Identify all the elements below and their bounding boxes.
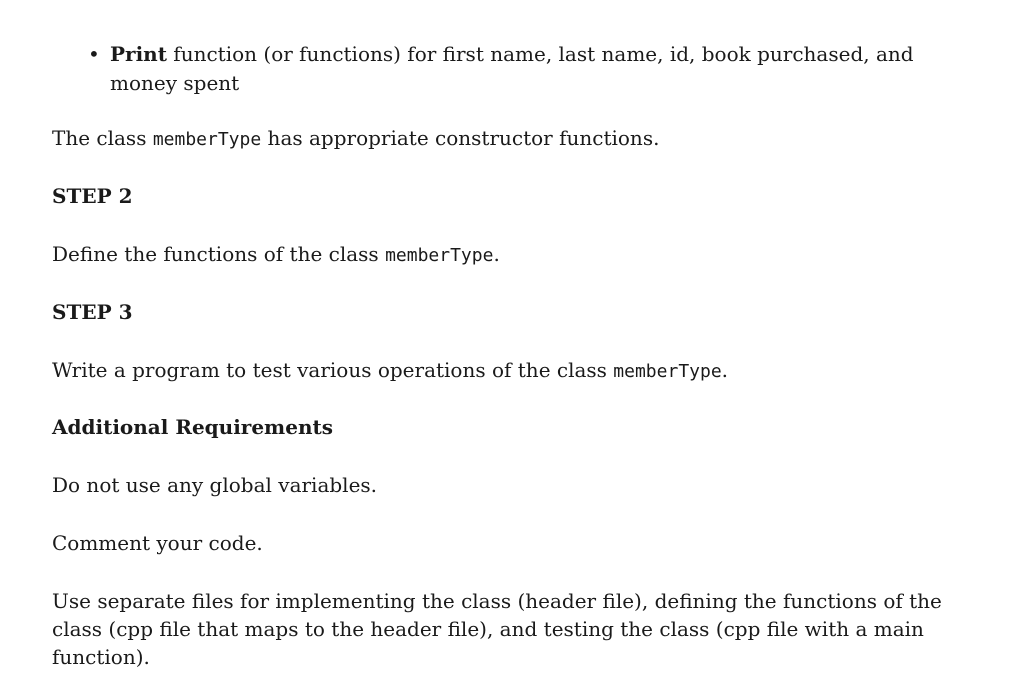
constructor-text-after: has appropriate constructor functions. bbox=[261, 126, 660, 150]
constructor-code: memberType bbox=[152, 129, 262, 150]
requirement-global-vars: Do not use any global variables. bbox=[52, 473, 378, 497]
constructor-paragraph bbox=[52, 124, 952, 154]
step3-paragraph bbox=[52, 356, 952, 386]
bullet-bold-term: Print bbox=[110, 42, 167, 66]
bullet-list-item bbox=[88, 40, 970, 98]
step2-paragraph bbox=[52, 240, 952, 270]
step3-text-after: . bbox=[721, 358, 729, 382]
step3-code: memberType bbox=[613, 361, 722, 382]
step2-heading: STEP 2 bbox=[52, 184, 133, 208]
requirement-separate-files: Use separate files for implementing the class (header file), defining the functions of the class (cpp file that maps to the header file), and testing the class (cpp file with a main function). bbox=[52, 589, 942, 669]
bullet-icon: • bbox=[88, 42, 100, 66]
step2-text-before: Define the functions of the class bbox=[52, 242, 386, 266]
requirement-comment-code: Comment your code. bbox=[52, 531, 263, 555]
additional-requirements-heading: Additional Requirements bbox=[52, 415, 333, 439]
bullet-text: function (or functions) for first name, last name, id, book purchased, and money spent bbox=[110, 42, 914, 95]
step2-text-after: . bbox=[493, 242, 500, 266]
step2-code: memberType bbox=[385, 245, 494, 266]
step3-text-before: Write a program to test various operations of the class bbox=[52, 358, 614, 382]
step3-heading: STEP 3 bbox=[52, 300, 133, 324]
constructor-text-before: The class bbox=[52, 126, 153, 150]
